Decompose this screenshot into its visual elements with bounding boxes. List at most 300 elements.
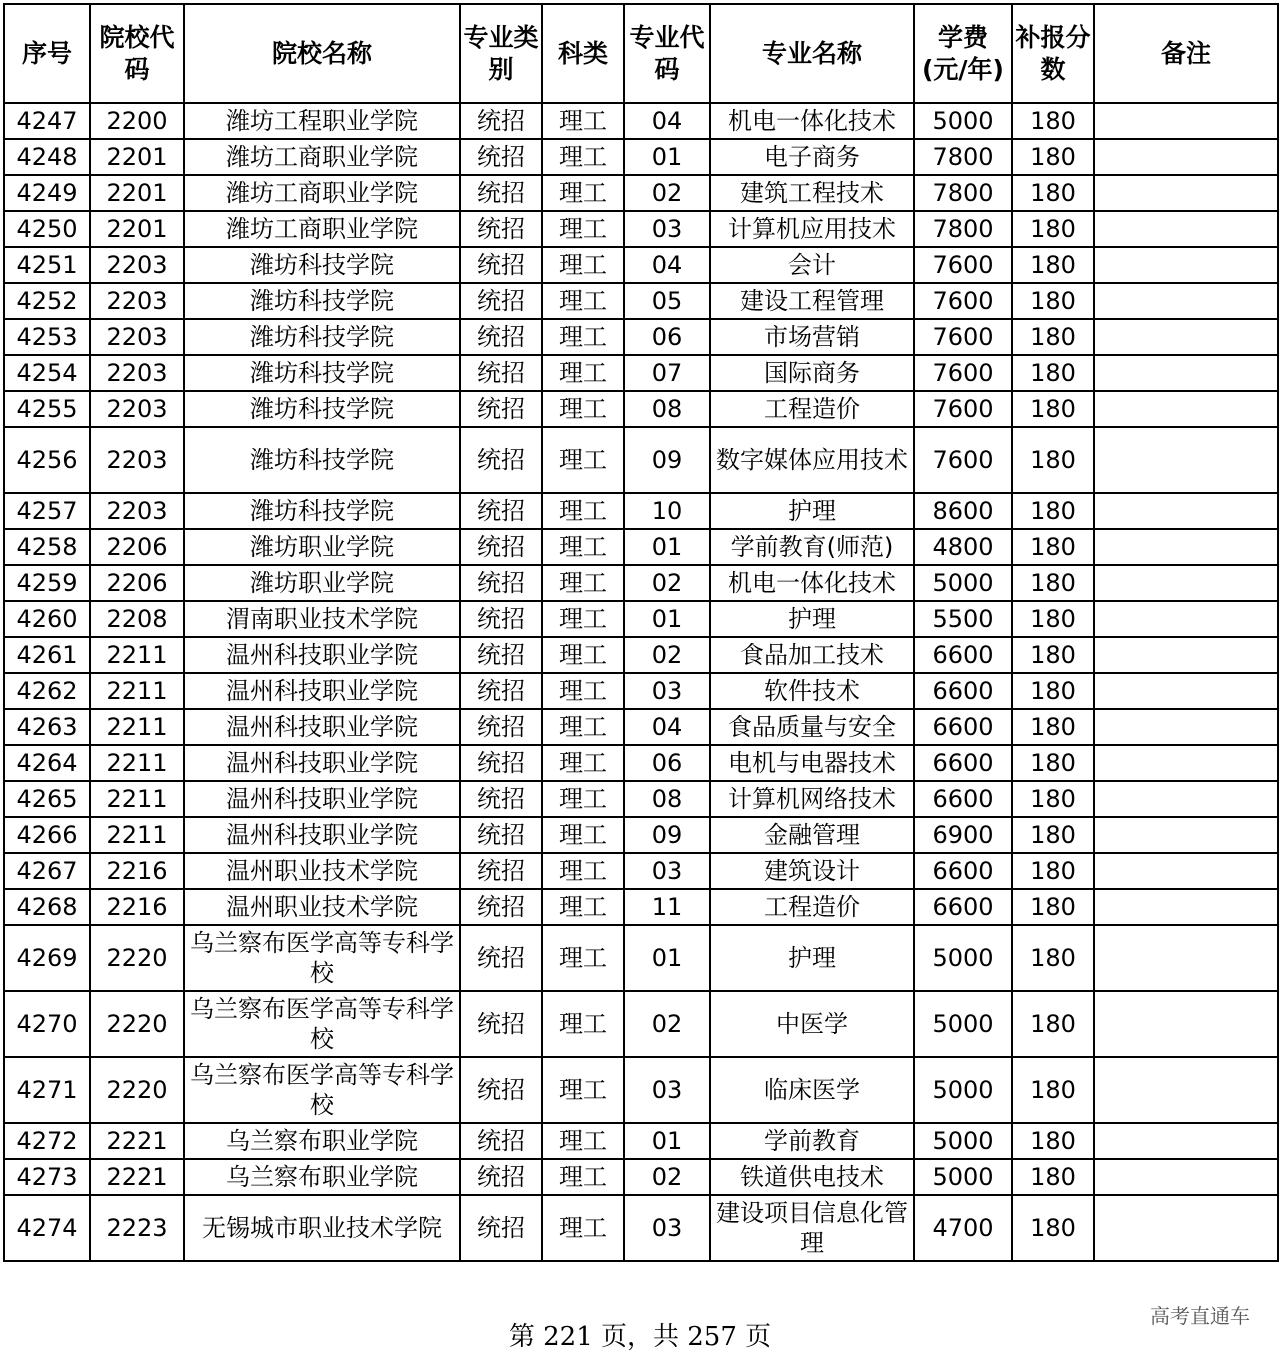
table-row xyxy=(4,427,1278,493)
table-row xyxy=(4,1159,1278,1195)
table-cell: 04 xyxy=(624,103,710,139)
table-cell: 护理 xyxy=(710,925,914,991)
header-cell: 院校代码 xyxy=(90,4,184,103)
table-cell: 180 xyxy=(1012,139,1094,175)
table-row xyxy=(4,601,1278,637)
table-cell: 5500 xyxy=(914,601,1012,637)
table-cell: 护理 xyxy=(710,493,914,529)
table-cell: 4263 xyxy=(4,709,90,745)
table-cell: 统招 xyxy=(460,319,542,355)
table-cell: 温州科技职业学院 xyxy=(184,673,460,709)
header-cell: 学费(元/年) xyxy=(914,4,1012,103)
table-row xyxy=(4,925,1278,991)
table-cell: 4251 xyxy=(4,247,90,283)
table-cell: 04 xyxy=(624,709,710,745)
table-cell: 180 xyxy=(1012,283,1094,319)
table-row xyxy=(4,565,1278,601)
table-cell: 4266 xyxy=(4,817,90,853)
table-row xyxy=(4,319,1278,355)
table-cell: 统招 xyxy=(460,103,542,139)
table-row xyxy=(4,1123,1278,1159)
table-row xyxy=(4,1195,1278,1261)
table-cell: 01 xyxy=(624,139,710,175)
table-cell xyxy=(1094,355,1278,391)
header-cell: 序号 xyxy=(4,4,90,103)
header-cell: 专业代码 xyxy=(624,4,710,103)
table-cell: 温州科技职业学院 xyxy=(184,709,460,745)
table-cell: 6600 xyxy=(914,781,1012,817)
table-cell: 4260 xyxy=(4,601,90,637)
table-cell: 2203 xyxy=(90,427,184,493)
table-cell: 01 xyxy=(624,529,710,565)
table-cell: 4250 xyxy=(4,211,90,247)
table-cell: 8600 xyxy=(914,493,1012,529)
table-cell: 2211 xyxy=(90,709,184,745)
table-cell: 7600 xyxy=(914,391,1012,427)
table-cell: 学前教育(师范) xyxy=(710,529,914,565)
table-cell: 2220 xyxy=(90,1057,184,1123)
table-cell: 4264 xyxy=(4,745,90,781)
table-cell: 4800 xyxy=(914,529,1012,565)
table-cell: 4269 xyxy=(4,925,90,991)
admission-table xyxy=(3,3,1279,1262)
table-cell: 统招 xyxy=(460,673,542,709)
table-cell: 06 xyxy=(624,319,710,355)
table-cell: 理工 xyxy=(542,1057,624,1123)
header-cell: 科类 xyxy=(542,4,624,103)
table-cell: 03 xyxy=(624,211,710,247)
table-cell: 潍坊工商职业学院 xyxy=(184,175,460,211)
table-cell: 180 xyxy=(1012,1195,1094,1261)
table-cell: 潍坊科技学院 xyxy=(184,247,460,283)
page-number: 第 221 页，共 257 页 xyxy=(508,1322,772,1352)
table-cell: 2203 xyxy=(90,391,184,427)
table-cell: 潍坊工商职业学院 xyxy=(184,211,460,247)
table-cell: 05 xyxy=(624,283,710,319)
table-row xyxy=(4,637,1278,673)
table-row xyxy=(4,709,1278,745)
table-cell: 温州职业技术学院 xyxy=(184,853,460,889)
table-cell xyxy=(1094,709,1278,745)
table-cell: 理工 xyxy=(542,745,624,781)
table-cell: 学前教育 xyxy=(710,1123,914,1159)
table-row xyxy=(4,745,1278,781)
table-cell xyxy=(1094,853,1278,889)
table-cell xyxy=(1094,1159,1278,1195)
table-cell: 2211 xyxy=(90,637,184,673)
table-cell: 180 xyxy=(1012,991,1094,1057)
table-cell xyxy=(1094,493,1278,529)
table-row xyxy=(4,103,1278,139)
table-cell: 7800 xyxy=(914,211,1012,247)
table-cell: 2211 xyxy=(90,781,184,817)
table-cell: 理工 xyxy=(542,391,624,427)
table-cell: 08 xyxy=(624,391,710,427)
table-cell: 理工 xyxy=(542,175,624,211)
table-cell: 6600 xyxy=(914,673,1012,709)
table-cell: 理工 xyxy=(542,355,624,391)
table-cell: 理工 xyxy=(542,529,624,565)
table-row xyxy=(4,853,1278,889)
table-cell: 电子商务 xyxy=(710,139,914,175)
table-cell: 潍坊职业学院 xyxy=(184,565,460,601)
table-cell: 潍坊科技学院 xyxy=(184,319,460,355)
table-cell: 03 xyxy=(624,1057,710,1123)
table-cell: 市场营销 xyxy=(710,319,914,355)
table-cell: 180 xyxy=(1012,565,1094,601)
table-row xyxy=(4,889,1278,925)
table-cell: 4247 xyxy=(4,103,90,139)
table-cell: 4700 xyxy=(914,1195,1012,1261)
table-cell: 2200 xyxy=(90,103,184,139)
watermark: 高考直通车 xyxy=(1150,1304,1250,1328)
table-cell: 4257 xyxy=(4,493,90,529)
table-cell: 03 xyxy=(624,673,710,709)
table-cell: 2203 xyxy=(90,319,184,355)
table-cell: 2208 xyxy=(90,601,184,637)
table-cell: 统招 xyxy=(460,709,542,745)
table-cell xyxy=(1094,889,1278,925)
table-cell: 02 xyxy=(624,1159,710,1195)
table-cell: 统招 xyxy=(460,601,542,637)
table-cell: 计算机应用技术 xyxy=(710,211,914,247)
table-cell: 理工 xyxy=(542,283,624,319)
table-cell: 理工 xyxy=(542,673,624,709)
table-cell: 01 xyxy=(624,1123,710,1159)
table-cell: 食品加工技术 xyxy=(710,637,914,673)
table-cell xyxy=(1094,211,1278,247)
table-row xyxy=(4,391,1278,427)
table-cell: 08 xyxy=(624,781,710,817)
table-cell: 2203 xyxy=(90,493,184,529)
table-cell: 理工 xyxy=(542,817,624,853)
table-cell: 4270 xyxy=(4,991,90,1057)
table-cell: 2203 xyxy=(90,247,184,283)
table-cell: 7800 xyxy=(914,175,1012,211)
table-cell: 无锡城市职业技术学院 xyxy=(184,1195,460,1261)
table-row xyxy=(4,991,1278,1057)
table-cell: 理工 xyxy=(542,565,624,601)
table-cell: 180 xyxy=(1012,817,1094,853)
table-cell: 理工 xyxy=(542,319,624,355)
table-cell: 7600 xyxy=(914,355,1012,391)
table-cell: 2216 xyxy=(90,889,184,925)
table-cell: 统招 xyxy=(460,493,542,529)
table-cell: 02 xyxy=(624,175,710,211)
table-cell: 180 xyxy=(1012,529,1094,565)
table-cell: 5000 xyxy=(914,991,1012,1057)
table-cell xyxy=(1094,1195,1278,1261)
table-cell: 2221 xyxy=(90,1159,184,1195)
table-cell: 乌兰察布职业学院 xyxy=(184,1159,460,1195)
table-cell: 5000 xyxy=(914,1057,1012,1123)
table-cell: 180 xyxy=(1012,247,1094,283)
table-cell xyxy=(1094,391,1278,427)
table-cell: 180 xyxy=(1012,391,1094,427)
table-cell: 潍坊工商职业学院 xyxy=(184,139,460,175)
table-cell: 建筑工程技术 xyxy=(710,175,914,211)
table-cell: 统招 xyxy=(460,529,542,565)
table-cell: 4249 xyxy=(4,175,90,211)
table-cell: 工程造价 xyxy=(710,889,914,925)
table-cell: 01 xyxy=(624,925,710,991)
table-cell: 4253 xyxy=(4,319,90,355)
table-cell xyxy=(1094,427,1278,493)
table-cell: 4272 xyxy=(4,1123,90,1159)
table-cell: 180 xyxy=(1012,103,1094,139)
table-cell: 乌兰察布职业学院 xyxy=(184,1123,460,1159)
table-cell: 180 xyxy=(1012,1159,1094,1195)
table-cell: 统招 xyxy=(460,781,542,817)
table-cell: 理工 xyxy=(542,1123,624,1159)
table-cell: 电机与电器技术 xyxy=(710,745,914,781)
table-cell: 180 xyxy=(1012,1057,1094,1123)
table-cell: 潍坊科技学院 xyxy=(184,391,460,427)
table-cell: 理工 xyxy=(542,1195,624,1261)
table-cell: 理工 xyxy=(542,493,624,529)
table-cell: 2206 xyxy=(90,565,184,601)
table-cell: 2201 xyxy=(90,139,184,175)
table-cell: 2221 xyxy=(90,1123,184,1159)
table-cell: 统招 xyxy=(460,1123,542,1159)
table-cell: 统招 xyxy=(460,565,542,601)
table-cell xyxy=(1094,565,1278,601)
table-cell: 5000 xyxy=(914,103,1012,139)
table-cell: 180 xyxy=(1012,709,1094,745)
table-row xyxy=(4,529,1278,565)
table-row xyxy=(4,781,1278,817)
table-cell: 潍坊科技学院 xyxy=(184,427,460,493)
table-cell: 计算机网络技术 xyxy=(710,781,914,817)
table-cell: 温州职业技术学院 xyxy=(184,889,460,925)
table-cell: 数字媒体应用技术 xyxy=(710,427,914,493)
table-row xyxy=(4,211,1278,247)
table-cell: 180 xyxy=(1012,637,1094,673)
table-cell: 04 xyxy=(624,247,710,283)
table-cell: 02 xyxy=(624,991,710,1057)
table-cell: 统招 xyxy=(460,1159,542,1195)
table-cell: 2203 xyxy=(90,355,184,391)
table-cell: 2203 xyxy=(90,283,184,319)
table-cell: 渭南职业技术学院 xyxy=(184,601,460,637)
table-cell: 理工 xyxy=(542,991,624,1057)
table-row xyxy=(4,493,1278,529)
table-cell xyxy=(1094,247,1278,283)
table-cell: 2223 xyxy=(90,1195,184,1261)
table-cell: 6900 xyxy=(914,817,1012,853)
table-cell xyxy=(1094,925,1278,991)
table-cell: 统招 xyxy=(460,283,542,319)
table-cell: 2201 xyxy=(90,211,184,247)
table-cell: 2216 xyxy=(90,853,184,889)
table-cell: 理工 xyxy=(542,925,624,991)
table-cell: 统招 xyxy=(460,211,542,247)
table-cell: 统招 xyxy=(460,853,542,889)
table-cell: 180 xyxy=(1012,319,1094,355)
table-cell: 180 xyxy=(1012,493,1094,529)
table-cell: 11 xyxy=(624,889,710,925)
table-cell: 4262 xyxy=(4,673,90,709)
table-cell: 统招 xyxy=(460,889,542,925)
table-cell: 6600 xyxy=(914,745,1012,781)
table-cell: 理工 xyxy=(542,709,624,745)
table-cell: 温州科技职业学院 xyxy=(184,745,460,781)
table-cell: 4267 xyxy=(4,853,90,889)
header-cell: 院校名称 xyxy=(184,4,460,103)
table-cell: 09 xyxy=(624,427,710,493)
table-cell: 理工 xyxy=(542,889,624,925)
table-cell xyxy=(1094,139,1278,175)
table-cell: 理工 xyxy=(542,601,624,637)
table-cell: 4248 xyxy=(4,139,90,175)
table-row xyxy=(4,175,1278,211)
table-cell: 180 xyxy=(1012,925,1094,991)
table-cell: 180 xyxy=(1012,175,1094,211)
table-cell: 4265 xyxy=(4,781,90,817)
table-cell: 会计 xyxy=(710,247,914,283)
table-cell: 6600 xyxy=(914,889,1012,925)
table-cell: 6600 xyxy=(914,637,1012,673)
table-cell: 统招 xyxy=(460,391,542,427)
table-cell: 统招 xyxy=(460,1195,542,1261)
table-cell: 国际商务 xyxy=(710,355,914,391)
table-cell: 乌兰察布医学高等专科学校 xyxy=(184,991,460,1057)
table-cell: 180 xyxy=(1012,1123,1094,1159)
table-cell: 7600 xyxy=(914,427,1012,493)
table-cell: 软件技术 xyxy=(710,673,914,709)
table-cell: 建设项目信息化管理 xyxy=(710,1195,914,1261)
table-cell xyxy=(1094,781,1278,817)
table-cell xyxy=(1094,991,1278,1057)
table-row xyxy=(4,355,1278,391)
table-cell: 潍坊科技学院 xyxy=(184,493,460,529)
table-cell: 机电一体化技术 xyxy=(710,565,914,601)
table-cell: 4256 xyxy=(4,427,90,493)
table-cell xyxy=(1094,817,1278,853)
table-cell: 180 xyxy=(1012,853,1094,889)
table-cell: 2211 xyxy=(90,673,184,709)
table-cell: 统招 xyxy=(460,745,542,781)
table-cell xyxy=(1094,283,1278,319)
table-cell: 潍坊工程职业学院 xyxy=(184,103,460,139)
table-cell: 180 xyxy=(1012,427,1094,493)
table-cell: 4255 xyxy=(4,391,90,427)
table-row xyxy=(4,1057,1278,1123)
table-cell: 统招 xyxy=(460,991,542,1057)
table-cell: 建设工程管理 xyxy=(710,283,914,319)
table-cell: 统招 xyxy=(460,637,542,673)
table-cell: 2211 xyxy=(90,745,184,781)
table-cell: 02 xyxy=(624,637,710,673)
table-cell: 食品质量与安全 xyxy=(710,709,914,745)
table-cell: 4271 xyxy=(4,1057,90,1123)
table-cell: 乌兰察布医学高等专科学校 xyxy=(184,1057,460,1123)
table-cell: 01 xyxy=(624,601,710,637)
table-cell: 统招 xyxy=(460,247,542,283)
table-cell: 理工 xyxy=(542,139,624,175)
table-cell: 09 xyxy=(624,817,710,853)
table-cell: 4274 xyxy=(4,1195,90,1261)
table-cell: 机电一体化技术 xyxy=(710,103,914,139)
table-cell xyxy=(1094,1057,1278,1123)
table-cell: 4268 xyxy=(4,889,90,925)
table-cell: 温州科技职业学院 xyxy=(184,781,460,817)
table-cell: 统招 xyxy=(460,817,542,853)
table-cell: 4252 xyxy=(4,283,90,319)
table-cell xyxy=(1094,745,1278,781)
table-row xyxy=(4,817,1278,853)
table-cell: 临床医学 xyxy=(710,1057,914,1123)
table-cell: 180 xyxy=(1012,781,1094,817)
table-cell: 铁道供电技术 xyxy=(710,1159,914,1195)
table-cell: 工程造价 xyxy=(710,391,914,427)
table-cell: 180 xyxy=(1012,745,1094,781)
table-cell: 5000 xyxy=(914,1159,1012,1195)
table-cell: 中医学 xyxy=(710,991,914,1057)
table-cell xyxy=(1094,673,1278,709)
table-cell: 180 xyxy=(1012,355,1094,391)
table-cell: 统招 xyxy=(460,175,542,211)
table-cell: 7800 xyxy=(914,139,1012,175)
table-cell: 10 xyxy=(624,493,710,529)
table-cell: 统招 xyxy=(460,1057,542,1123)
table-cell: 2201 xyxy=(90,175,184,211)
table-row xyxy=(4,673,1278,709)
header-cell: 补报分数 xyxy=(1012,4,1094,103)
table-cell: 180 xyxy=(1012,889,1094,925)
table-cell: 建筑设计 xyxy=(710,853,914,889)
table-cell: 统招 xyxy=(460,139,542,175)
table-cell: 2220 xyxy=(90,925,184,991)
table-cell: 6600 xyxy=(914,853,1012,889)
table-cell: 2220 xyxy=(90,991,184,1057)
table-cell: 理工 xyxy=(542,211,624,247)
table-cell: 4259 xyxy=(4,565,90,601)
table-cell: 4273 xyxy=(4,1159,90,1195)
table-cell: 理工 xyxy=(542,781,624,817)
table-cell: 潍坊科技学院 xyxy=(184,283,460,319)
table-cell: 5000 xyxy=(914,565,1012,601)
table-cell: 5000 xyxy=(914,1123,1012,1159)
table-cell: 6600 xyxy=(914,709,1012,745)
table-cell: 7600 xyxy=(914,247,1012,283)
table-cell: 理工 xyxy=(542,103,624,139)
table-cell: 180 xyxy=(1012,211,1094,247)
table-cell: 07 xyxy=(624,355,710,391)
table-cell: 温州科技职业学院 xyxy=(184,817,460,853)
header-cell: 专业类别 xyxy=(460,4,542,103)
table-cell: 理工 xyxy=(542,1159,624,1195)
header-row xyxy=(4,4,1278,103)
table-cell: 06 xyxy=(624,745,710,781)
table-cell: 金融管理 xyxy=(710,817,914,853)
table-cell: 02 xyxy=(624,565,710,601)
table-cell xyxy=(1094,319,1278,355)
table-cell: 03 xyxy=(624,1195,710,1261)
table-cell: 180 xyxy=(1012,601,1094,637)
table-cell xyxy=(1094,637,1278,673)
table-body xyxy=(4,103,1278,1261)
header-cell: 备注 xyxy=(1094,4,1278,103)
table-cell xyxy=(1094,103,1278,139)
table-cell: 4258 xyxy=(4,529,90,565)
table-cell: 03 xyxy=(624,853,710,889)
table-cell: 理工 xyxy=(542,637,624,673)
table-cell: 7600 xyxy=(914,319,1012,355)
table-row xyxy=(4,247,1278,283)
table-cell: 理工 xyxy=(542,427,624,493)
table-cell xyxy=(1094,175,1278,211)
